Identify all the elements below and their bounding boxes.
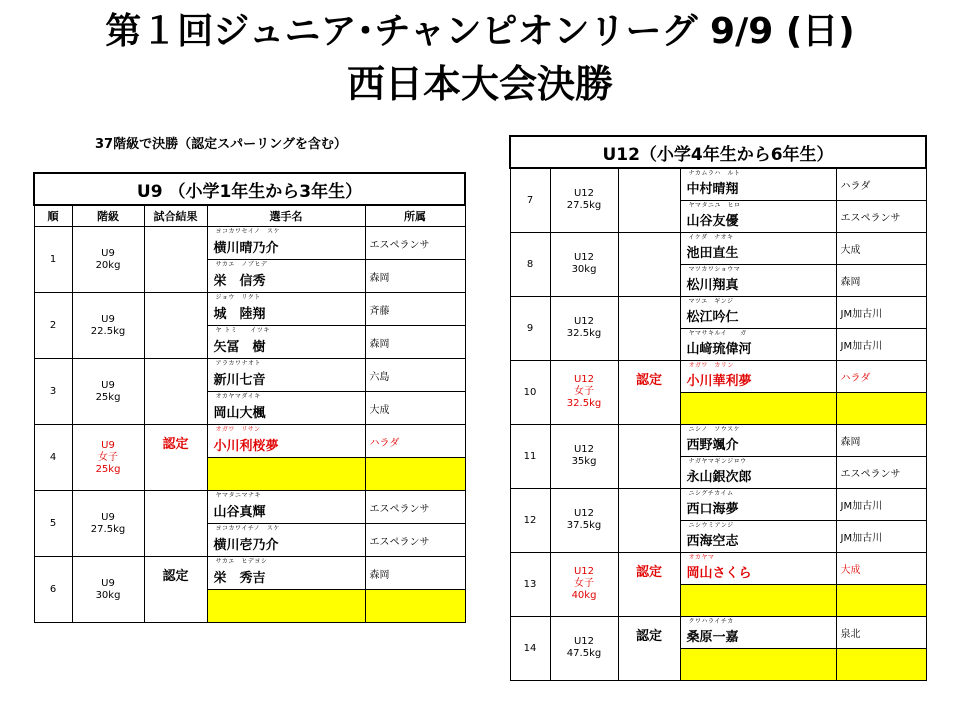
match-result-text: 認定 bbox=[635, 564, 662, 580]
player-affiliation: エスペランサ bbox=[836, 456, 926, 488]
weight-class-line: U12 bbox=[573, 508, 595, 519]
bracket-row bbox=[510, 488, 926, 520]
weight-class bbox=[550, 360, 618, 424]
player-name-cell bbox=[680, 360, 836, 392]
weight-class-line: 20kg bbox=[95, 259, 121, 271]
player-affiliation bbox=[365, 590, 465, 623]
match-result bbox=[618, 232, 680, 296]
player-name: 西野颯介 bbox=[686, 437, 739, 453]
player-name-cell bbox=[680, 488, 836, 520]
player-name: 栄 秀吉 bbox=[213, 571, 266, 586]
match-result bbox=[618, 296, 680, 360]
player-name-cell bbox=[680, 232, 836, 264]
player-name-cell bbox=[680, 392, 836, 424]
player-name-ruby: マツエ ギンジ bbox=[688, 297, 734, 305]
weight-class bbox=[72, 359, 144, 425]
bracket-row bbox=[34, 425, 465, 458]
match-result-text: 認定 bbox=[635, 372, 662, 388]
player-name-cell bbox=[680, 584, 836, 616]
player-name: 横川晴乃介 bbox=[213, 241, 279, 256]
bracket-row bbox=[34, 491, 465, 524]
player-name: 松江吟仁 bbox=[686, 309, 739, 325]
col-header-result: 試合結果 bbox=[144, 205, 207, 227]
event-note: 37階級で決勝（認定スパーリングを含む） bbox=[95, 137, 347, 152]
bout-number: 11 bbox=[510, 424, 550, 488]
match-result-text: 認定 bbox=[162, 437, 189, 452]
weight-class-line: U12 bbox=[573, 566, 595, 577]
page-subtitle: 西日本大会決勝 bbox=[346, 62, 613, 106]
player-name-cell bbox=[207, 260, 365, 293]
weight-class-line: 27.5kg bbox=[90, 523, 126, 535]
weight-class-line: U9 bbox=[101, 511, 115, 523]
player-affiliation bbox=[836, 648, 926, 680]
col-header-order: 順 bbox=[34, 205, 72, 227]
bracket-row bbox=[34, 359, 465, 392]
player-name-cell bbox=[680, 648, 836, 680]
match-result bbox=[144, 425, 207, 491]
player-affiliation: エスペランサ bbox=[836, 200, 926, 232]
player-name-ruby: サカエ ヒデヨシ bbox=[215, 558, 268, 565]
player-name-ruby: ヤマタニマナキ bbox=[215, 492, 262, 499]
weight-class bbox=[550, 424, 618, 488]
u9-bracket-table bbox=[33, 172, 466, 623]
match-result bbox=[144, 227, 207, 293]
match-result-text: 認定 bbox=[162, 569, 189, 584]
player-affiliation: 六島 bbox=[365, 359, 465, 392]
weight-class-line: 30kg bbox=[95, 589, 121, 601]
match-result bbox=[144, 557, 207, 623]
weight-class-line: 37.5kg bbox=[566, 520, 602, 531]
player-name-cell bbox=[207, 326, 365, 359]
player-affiliation bbox=[365, 458, 465, 491]
player-affiliation: ハラダ bbox=[836, 168, 926, 200]
match-result bbox=[144, 293, 207, 359]
player-name-ruby: オカヤマ bbox=[688, 553, 715, 561]
player-name-ruby: ジョウ リクト bbox=[215, 294, 261, 301]
player-name-ruby: サカエ ノブヒデ bbox=[215, 261, 268, 268]
player-affiliation: ハラダ bbox=[365, 425, 465, 458]
bracket-row bbox=[510, 168, 926, 200]
bout-number: 9 bbox=[510, 296, 550, 360]
player-affiliation: 斉藤 bbox=[365, 293, 465, 326]
player-name: 小川華利夢 bbox=[686, 373, 752, 389]
match-result-text: 認定 bbox=[635, 628, 662, 644]
bout-number: 7 bbox=[510, 168, 550, 232]
player-name-ruby: ニシグチカイム bbox=[688, 489, 734, 497]
player-name: 永山銀次郎 bbox=[686, 469, 752, 485]
weight-class-line: U12 bbox=[573, 374, 595, 385]
weight-class-line: 30kg bbox=[571, 264, 597, 275]
player-affiliation: JM加古川 bbox=[836, 296, 926, 328]
bracket-row bbox=[34, 293, 465, 326]
player-name: 中村晴翔 bbox=[686, 181, 739, 197]
weight-class-line: 35kg bbox=[571, 456, 597, 467]
player-name: 山谷友優 bbox=[686, 213, 739, 229]
weight-class-line: 47.5kg bbox=[566, 648, 602, 659]
player-affiliation: ハラダ bbox=[836, 360, 926, 392]
player-name: 岡山さくら bbox=[686, 565, 752, 581]
bout-number: 13 bbox=[510, 552, 550, 616]
player-name-ruby: オカヤマダイキ bbox=[215, 393, 261, 400]
player-affiliation: 大成 bbox=[836, 552, 926, 584]
player-name: 岡山大楓 bbox=[213, 406, 266, 421]
match-result bbox=[618, 168, 680, 232]
weight-class-line: 32.5kg bbox=[566, 328, 602, 339]
weight-class bbox=[550, 488, 618, 552]
player-name-cell bbox=[207, 293, 365, 326]
bracket-row bbox=[510, 232, 926, 264]
player-name-ruby: オガワ カリン bbox=[688, 361, 734, 369]
player-name: 桑原一嘉 bbox=[686, 629, 739, 645]
player-name: 矢冨 樹 bbox=[213, 340, 266, 355]
weight-class bbox=[72, 425, 144, 491]
player-name-ruby: ニシウミアンジ bbox=[688, 521, 734, 529]
match-result bbox=[618, 360, 680, 424]
player-name-ruby: ニシノ ソウスケ bbox=[688, 425, 741, 433]
weight-class-line: 25kg bbox=[95, 391, 121, 403]
weight-class bbox=[72, 491, 144, 557]
bout-number: 1 bbox=[34, 227, 72, 293]
weight-class-line: 27.5kg bbox=[566, 200, 602, 212]
player-name-cell bbox=[207, 425, 365, 458]
player-affiliation: 森岡 bbox=[365, 557, 465, 590]
weight-class bbox=[72, 557, 144, 623]
bout-number: 14 bbox=[510, 616, 550, 680]
weight-class-line: U12 bbox=[573, 252, 595, 263]
player-name-ruby: クワハライチカ bbox=[688, 617, 734, 625]
weight-class bbox=[72, 227, 144, 293]
weight-class-line: 女子 bbox=[574, 578, 594, 589]
bracket-row bbox=[34, 227, 465, 260]
weight-class-line: 25kg bbox=[95, 463, 121, 475]
bout-number: 6 bbox=[34, 557, 72, 623]
match-result bbox=[618, 616, 680, 680]
weight-class bbox=[550, 296, 618, 360]
weight-class-line: 32.5kg bbox=[566, 398, 602, 409]
col-header-player: 選手名 bbox=[207, 205, 365, 227]
player-affiliation: エスペランサ bbox=[365, 491, 465, 524]
player-name-cell bbox=[680, 264, 836, 296]
u12-bracket-table bbox=[509, 135, 927, 681]
player-affiliation: 泉北 bbox=[836, 616, 926, 648]
player-name: 横川壱乃介 bbox=[213, 538, 279, 553]
player-name-ruby: アラカワナオト bbox=[215, 360, 261, 367]
player-name: 城 陸翔 bbox=[213, 307, 266, 322]
bracket-row bbox=[510, 296, 926, 328]
player-name: 西口海夢 bbox=[686, 501, 739, 517]
bout-number: 8 bbox=[510, 232, 550, 296]
bracket-row bbox=[510, 360, 926, 392]
player-name: 西海空志 bbox=[686, 533, 739, 549]
col-header-class: 階級 bbox=[72, 205, 144, 227]
player-affiliation: 大成 bbox=[836, 232, 926, 264]
player-name: 山﨑琉偉河 bbox=[686, 341, 752, 357]
player-name: 松川翔真 bbox=[686, 277, 739, 293]
player-affiliation: 森岡 bbox=[836, 264, 926, 296]
weight-class-line: U12 bbox=[573, 444, 595, 455]
weight-class bbox=[550, 168, 618, 232]
player-name-cell bbox=[680, 424, 836, 456]
bracket-row bbox=[510, 424, 926, 456]
player-name-cell bbox=[680, 456, 836, 488]
bracket-row bbox=[510, 616, 926, 648]
player-name-ruby: ヤマサキルイ ガ bbox=[688, 329, 747, 337]
player-name-cell bbox=[680, 520, 836, 552]
weight-class bbox=[550, 232, 618, 296]
col-header-affiliation: 所属 bbox=[365, 205, 465, 227]
player-affiliation: エスペランサ bbox=[365, 227, 465, 260]
weight-class bbox=[550, 552, 618, 616]
player-name-cell bbox=[207, 590, 365, 623]
u12-table-caption: U12（小学4年生から6年生） bbox=[510, 136, 926, 168]
weight-class bbox=[72, 293, 144, 359]
player-name-cell bbox=[207, 392, 365, 425]
weight-class-line: U9 bbox=[101, 247, 115, 259]
player-name-cell bbox=[207, 458, 365, 491]
player-name-cell bbox=[207, 557, 365, 590]
weight-class-line: U12 bbox=[573, 188, 595, 200]
player-name-cell bbox=[207, 227, 365, 260]
player-name: 新川七音 bbox=[213, 373, 266, 388]
player-affiliation: JM加古川 bbox=[836, 520, 926, 552]
match-result bbox=[144, 359, 207, 425]
weight-class-line: U12 bbox=[573, 636, 595, 647]
player-name-cell bbox=[680, 552, 836, 584]
bout-number: 5 bbox=[34, 491, 72, 557]
weight-class-line: U9 bbox=[101, 313, 115, 325]
player-name-cell bbox=[680, 328, 836, 360]
player-name-ruby: ナガヤマギンジロウ bbox=[688, 457, 747, 465]
player-affiliation: 森岡 bbox=[365, 260, 465, 293]
player-name-ruby: ヨコカワイチノ スケ bbox=[215, 525, 280, 532]
player-affiliation: 大成 bbox=[365, 392, 465, 425]
weight-class-line: U9 bbox=[101, 439, 115, 451]
player-affiliation bbox=[836, 392, 926, 424]
weight-class-line: 女子 bbox=[574, 386, 594, 397]
player-name: 山谷真輝 bbox=[213, 505, 266, 520]
player-name-ruby: オガワ リサン bbox=[215, 426, 261, 433]
player-affiliation bbox=[836, 584, 926, 616]
player-name-cell bbox=[680, 296, 836, 328]
weight-class-line: U9 bbox=[101, 577, 115, 589]
player-name-cell bbox=[207, 524, 365, 557]
player-name-ruby: ナカムラハ ルト bbox=[688, 170, 741, 177]
bout-number: 10 bbox=[510, 360, 550, 424]
match-result bbox=[618, 552, 680, 616]
weight-class-line: 女子 bbox=[98, 451, 118, 463]
match-result bbox=[618, 424, 680, 488]
player-affiliation: エスペランサ bbox=[365, 524, 465, 557]
weight-class-line: U12 bbox=[573, 316, 595, 327]
player-name-cell bbox=[207, 491, 365, 524]
player-name-cell bbox=[680, 616, 836, 648]
weight-class-line: U9 bbox=[101, 379, 115, 391]
page-title: 第１回ジュニア･チャンピオンリーグ 9/9 (日) bbox=[105, 11, 855, 52]
player-name-cell bbox=[207, 359, 365, 392]
bout-number: 12 bbox=[510, 488, 550, 552]
bracket-row bbox=[510, 552, 926, 584]
player-name-ruby: ヨコカワセイノ スケ bbox=[215, 228, 280, 235]
bracket-row bbox=[34, 557, 465, 590]
player-affiliation: JM加古川 bbox=[836, 328, 926, 360]
player-name-ruby: マツカワショウマ bbox=[688, 265, 741, 273]
player-affiliation: 森岡 bbox=[365, 326, 465, 359]
player-affiliation: JM加古川 bbox=[836, 488, 926, 520]
bout-number: 4 bbox=[34, 425, 72, 491]
player-name: 栄 信秀 bbox=[213, 274, 266, 289]
u9-table-caption: U9 （小学1年生から3年生） bbox=[34, 173, 465, 205]
match-result bbox=[144, 491, 207, 557]
bout-number: 2 bbox=[34, 293, 72, 359]
weight-class-line: 40kg bbox=[571, 590, 597, 601]
player-name: 池田直生 bbox=[686, 245, 739, 261]
player-affiliation: 森岡 bbox=[836, 424, 926, 456]
bout-number: 3 bbox=[34, 359, 72, 425]
weight-class bbox=[550, 616, 618, 680]
player-name-ruby: イケダ ナオキ bbox=[688, 233, 734, 241]
player-name-cell bbox=[680, 168, 836, 200]
weight-class-line: 22.5kg bbox=[90, 325, 126, 337]
player-name-ruby: ヤマタニユ ヒロ bbox=[688, 201, 741, 209]
player-name: 小川利桜夢 bbox=[213, 439, 279, 454]
player-name-cell bbox=[680, 200, 836, 232]
player-name-ruby: ヤ トミ イツキ bbox=[215, 327, 270, 334]
match-result bbox=[618, 488, 680, 552]
